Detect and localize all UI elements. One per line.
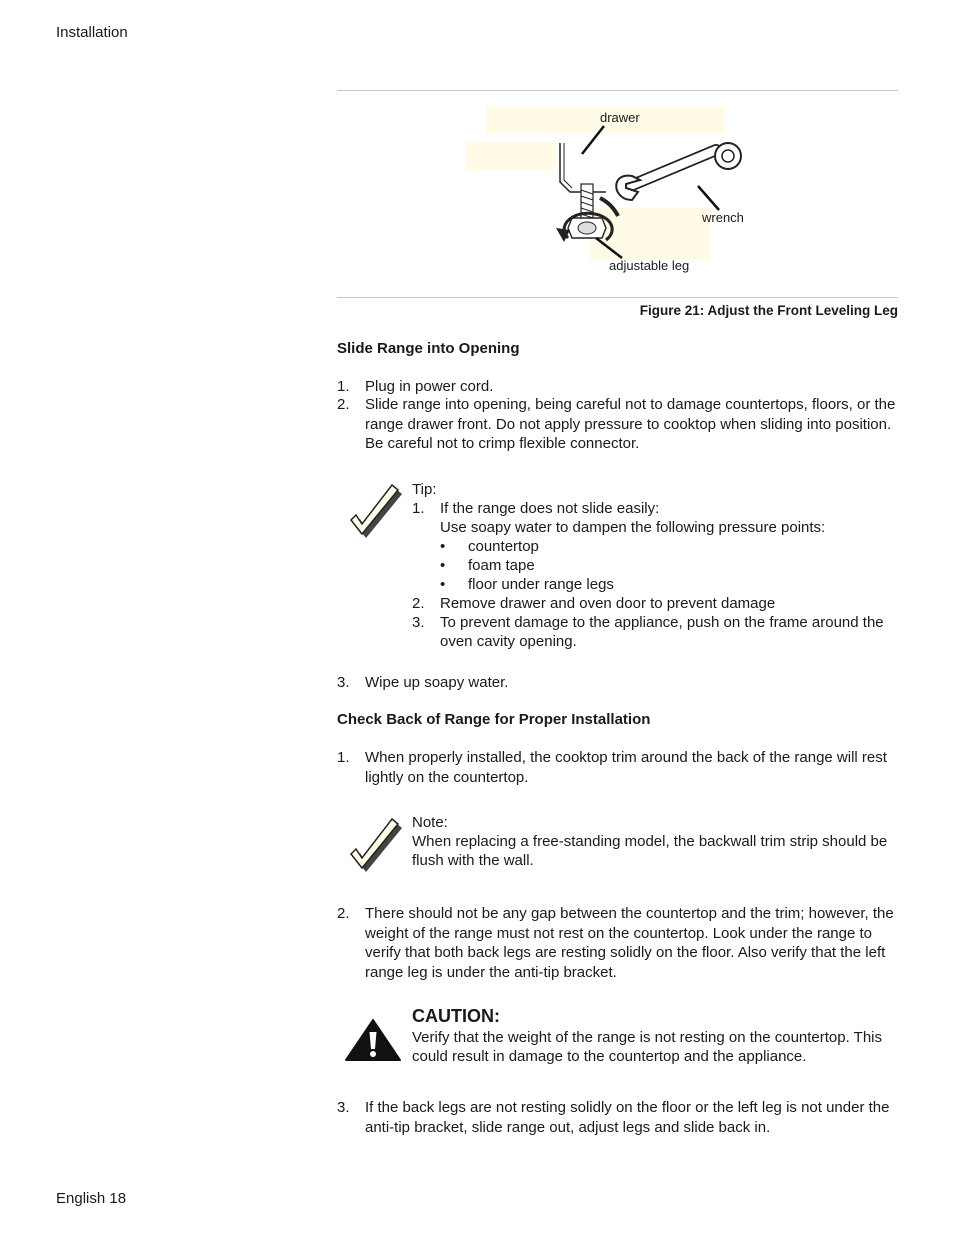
note-label: Note: xyxy=(412,814,448,831)
page-header: Installation xyxy=(56,24,128,41)
step-item: 2. Slide range into opening, being careful not to damage countertops, floors, or the range drawer front. Do not apply pressure to cooktop when sliding into position. Be careful not to crimp flexible connector. xyxy=(337,396,896,452)
step-item: 3. If the back legs are not resting solidly on the floor or the left leg is not under the anti-tip bracket, slide range out, adjust legs and slide back in. xyxy=(337,1099,890,1136)
tip-item: 2. Remove drawer and oven door to prevent damage xyxy=(412,595,776,612)
step-item: 2. There should not be any gap between the countertop and the trim; however, the weight of the range must not rest on the countertop. Look under the range to verify that both back legs are resting solidly on the floor. Also verify that the left range leg is under the anti-tip bracket. xyxy=(337,905,894,981)
figure-bottom-rule xyxy=(337,297,898,298)
note-text: When replacing a free-standing model, the backwall trim strip should be flush with the wall. xyxy=(412,833,888,869)
label-wrench: wrench xyxy=(702,210,744,225)
section-heading-check-back: Check Back of Range for Proper Installation xyxy=(337,711,651,728)
caution-title: CAUTION: xyxy=(412,1006,500,1026)
checkmark-icon xyxy=(344,818,404,874)
leveling-leg-figure xyxy=(460,100,760,280)
tip-label: Tip: xyxy=(412,481,437,498)
step-item: 1. Plug in power cord. xyxy=(337,378,494,395)
caution-callout xyxy=(412,1006,898,1066)
figure-top-rule xyxy=(337,90,898,91)
tip-bullet: • countertop xyxy=(440,538,539,555)
step-item: 1. When properly installed, the cooktop trim around the back of the range will rest lightly on the countertop. xyxy=(337,749,887,786)
label-drawer: drawer xyxy=(600,110,640,125)
step-item: 3. Wipe up soapy water. xyxy=(337,674,509,691)
note-callout xyxy=(412,813,898,870)
checkmark-icon xyxy=(344,484,404,540)
section-heading-slide-range: Slide Range into Opening xyxy=(337,340,520,357)
tip-bullet: • floor under range legs xyxy=(440,576,614,593)
tip-callout xyxy=(412,480,898,651)
page-footer: English 18 xyxy=(56,1190,127,1207)
tip-subtext: Use soapy water to dampen the following pressure points: xyxy=(440,519,826,536)
caution-text: Verify that the weight of the range is not resting on the countertop. This could result in damage to the countertop and the appliance. xyxy=(412,1029,883,1065)
label-adjustable-leg: adjustable leg xyxy=(609,258,690,273)
figure-caption: Figure 21: Adjust the Front Leveling Leg xyxy=(639,303,898,318)
tip-item: 3. To prevent damage to the appliance, push on the frame around the oven cavity opening. xyxy=(412,614,884,650)
tip-bullet: • foam tape xyxy=(440,557,535,574)
tip-item: 1. If the range does not slide easily: xyxy=(412,500,660,517)
warning-triangle-icon xyxy=(344,1018,402,1062)
